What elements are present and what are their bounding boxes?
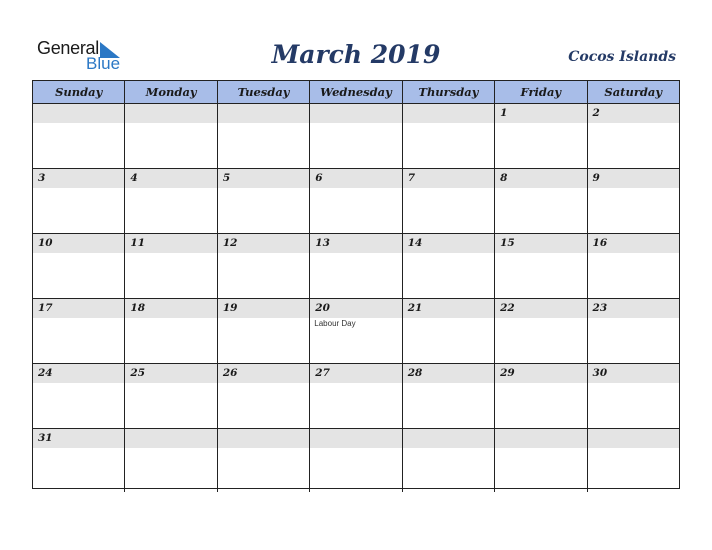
day-number: 16 bbox=[588, 234, 679, 253]
day-number: 31 bbox=[33, 429, 124, 448]
day-cell-18 bbox=[125, 299, 217, 363]
day-cell-10 bbox=[33, 234, 125, 298]
day-number: 14 bbox=[403, 234, 494, 253]
day-number: 17 bbox=[33, 299, 124, 318]
day-number: 27 bbox=[310, 364, 401, 383]
week-row bbox=[33, 429, 679, 492]
day-number: 29 bbox=[495, 364, 586, 383]
day-cell-13 bbox=[310, 234, 402, 298]
day-number: 4 bbox=[125, 169, 216, 188]
week-row bbox=[33, 364, 679, 429]
day-number: 11 bbox=[125, 234, 216, 253]
day-cell-2 bbox=[588, 104, 679, 168]
day-cell-30 bbox=[588, 364, 679, 428]
weekday-friday: Friday bbox=[495, 81, 587, 103]
day-cell-19 bbox=[218, 299, 310, 363]
day-number: 2 bbox=[588, 104, 679, 123]
day-number bbox=[310, 429, 401, 448]
day-number: 20 bbox=[310, 299, 401, 318]
day-number: 7 bbox=[403, 169, 494, 188]
day-number bbox=[125, 429, 216, 448]
weekday-wednesday: Wednesday bbox=[310, 81, 402, 103]
logo-text-general: General bbox=[37, 38, 99, 58]
day-cell-21 bbox=[403, 299, 495, 363]
weekday-header-row bbox=[33, 81, 679, 104]
day-cell-20 bbox=[310, 299, 402, 363]
day-cell-9 bbox=[588, 169, 679, 233]
day-cell-6 bbox=[310, 169, 402, 233]
generalblue-logo bbox=[37, 38, 137, 74]
day-cell-24 bbox=[33, 364, 125, 428]
day-cell-22 bbox=[495, 299, 587, 363]
day-cell-23 bbox=[588, 299, 679, 363]
day-number bbox=[588, 429, 679, 448]
week-row bbox=[33, 104, 679, 169]
day-number: 1 bbox=[495, 104, 586, 123]
day-cell-27 bbox=[310, 364, 402, 428]
day-number: 23 bbox=[588, 299, 679, 318]
day-number: 5 bbox=[218, 169, 309, 188]
empty-day-cell bbox=[218, 429, 310, 492]
day-number: 10 bbox=[33, 234, 124, 253]
day-number bbox=[33, 104, 124, 123]
day-cell-7 bbox=[403, 169, 495, 233]
day-cell-14 bbox=[403, 234, 495, 298]
day-number: 19 bbox=[218, 299, 309, 318]
day-cell-16 bbox=[588, 234, 679, 298]
empty-day-cell bbox=[588, 429, 679, 492]
region-name: Cocos Islands bbox=[568, 49, 676, 65]
day-number: 25 bbox=[125, 364, 216, 383]
week-row bbox=[33, 169, 679, 234]
day-number: 3 bbox=[33, 169, 124, 188]
weekday-tuesday: Tuesday bbox=[218, 81, 310, 103]
day-number: 30 bbox=[588, 364, 679, 383]
day-cell-11 bbox=[125, 234, 217, 298]
day-number: 6 bbox=[310, 169, 401, 188]
day-cell-29 bbox=[495, 364, 587, 428]
day-number: 24 bbox=[33, 364, 124, 383]
weekday-monday: Monday bbox=[125, 81, 217, 103]
day-number: 22 bbox=[495, 299, 586, 318]
calendar-grid bbox=[32, 80, 680, 489]
day-number: 13 bbox=[310, 234, 401, 253]
day-cell-17 bbox=[33, 299, 125, 363]
holiday-label: Labour Day bbox=[314, 319, 356, 328]
empty-day-cell bbox=[495, 429, 587, 492]
weekday-sunday: Sunday bbox=[33, 81, 125, 103]
day-number bbox=[495, 429, 586, 448]
day-number: 21 bbox=[403, 299, 494, 318]
day-cell-5 bbox=[218, 169, 310, 233]
week-row bbox=[33, 299, 679, 364]
day-cell-1 bbox=[495, 104, 587, 168]
weekday-saturday: Saturday bbox=[604, 85, 663, 99]
empty-day-cell bbox=[403, 429, 495, 492]
empty-day-cell bbox=[218, 104, 310, 168]
day-cell-28 bbox=[403, 364, 495, 428]
day-number: 15 bbox=[495, 234, 586, 253]
weeks-container bbox=[33, 104, 679, 492]
calendar-title: March 2019 bbox=[271, 40, 441, 69]
day-number: 8 bbox=[495, 169, 586, 188]
day-number: 26 bbox=[218, 364, 309, 383]
day-cell-3 bbox=[33, 169, 125, 233]
empty-day-cell bbox=[310, 104, 402, 168]
weekday-thursday: Thursday bbox=[403, 81, 495, 103]
day-number: 9 bbox=[588, 169, 679, 188]
empty-day-cell bbox=[310, 429, 402, 492]
day-number bbox=[125, 104, 216, 123]
day-number bbox=[403, 104, 494, 123]
day-number bbox=[218, 429, 309, 448]
day-cell-15 bbox=[495, 234, 587, 298]
day-cell-31 bbox=[33, 429, 125, 492]
day-number bbox=[310, 104, 401, 123]
empty-day-cell bbox=[125, 104, 217, 168]
day-number: 12 bbox=[218, 234, 309, 253]
day-cell-26 bbox=[218, 364, 310, 428]
day-cell-12 bbox=[218, 234, 310, 298]
day-cell-4 bbox=[125, 169, 217, 233]
day-number: 18 bbox=[125, 299, 216, 318]
day-cell-25 bbox=[125, 364, 217, 428]
day-number bbox=[403, 429, 494, 448]
day-number bbox=[218, 104, 309, 123]
day-number: 28 bbox=[403, 364, 494, 383]
empty-day-cell bbox=[403, 104, 495, 168]
logo-text-blue: Blue bbox=[86, 54, 121, 73]
empty-day-cell bbox=[125, 429, 217, 492]
week-row bbox=[33, 234, 679, 299]
day-cell-8 bbox=[495, 169, 587, 233]
empty-day-cell bbox=[33, 104, 125, 168]
